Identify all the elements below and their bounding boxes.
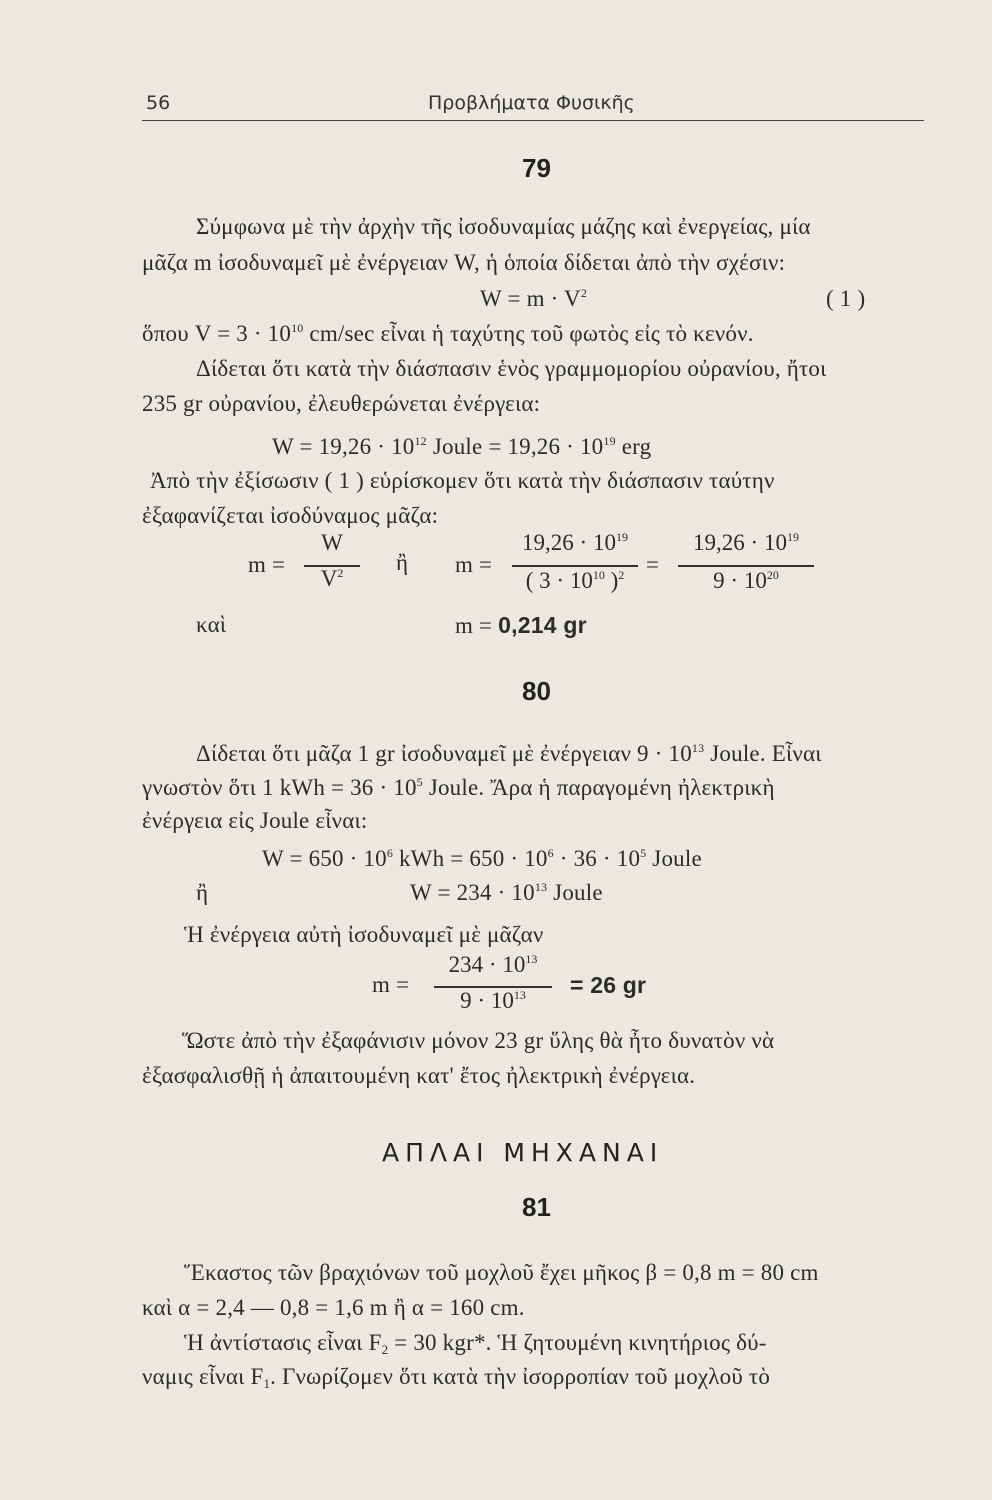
p79-equation-1: $W = m \cdot V^2$ xyxy=(480,286,588,311)
p79-eq3-or: ἢ xyxy=(396,550,409,575)
p79-eq3-num1: W xyxy=(321,530,343,555)
p80-equation-1: $W = 650 \cdot 10^6$ kWh = $650 \cdot 10^6 \cdot 36 \cdot 10^5$ Joule xyxy=(262,846,702,871)
problem-81-number: 81 xyxy=(522,1192,551,1222)
p80-equation-2: $W = 234 \cdot 10^{13}$ Joule xyxy=(410,880,603,905)
p79-equation-2: $W = 19,26 \cdot 10^{12}$ Joule = $19,26 \cdot 10^{19}$ erg xyxy=(272,434,652,459)
problem-79-number: 79 xyxy=(522,153,551,183)
p79-result: m = 0,214 gr xyxy=(455,612,587,638)
p81-line3: Ἡ ἀντίστασις εἶναι $F_2 = 30$ kgr*. Ἡ ζητουμένη κινητήριος δύ- xyxy=(184,1330,767,1357)
running-title: Προβλήματα Φυσικῆς xyxy=(428,92,635,114)
p81-line2: καὶ α = 2,4 — 0,8 = 1,6 m ἢ α = 160 cm. xyxy=(142,1295,525,1320)
p79-line2: μᾶζα m ἰσοδυναμεῖ μὲ ἐνέργειαν W, ἡ ὁποία δίδεται ἀπὸ τὴν σχέσιν: xyxy=(142,250,786,275)
p80-line3: ἐνέργεια εἰς Joule εἶναι: xyxy=(142,808,368,833)
header-rule xyxy=(142,120,924,121)
p79-eq3-den2: ( $3 \cdot 10^{10}$ )$^2$ xyxy=(525,568,625,593)
p79-and: καὶ xyxy=(196,612,227,637)
problem-80-number: 80 xyxy=(522,676,551,706)
p80-line2: γνωστὸν ὅτι 1 kWh = $36 \cdot 10^5$ Joule. Ἄρα ἡ παραγομένη ἠλεκτρικὴ xyxy=(142,775,775,800)
p79-line5: 235 gr οὐρανίου, ἐλευθερώνεται ἐνέργεια: xyxy=(142,391,541,416)
p80-line6: ἐξασφαλισθῇ ἡ ἀπαιτουμένη κατ' ἔτος ἠλεκτρικὴ ἐνέργεια. xyxy=(142,1063,696,1088)
p79-eq3-equals: = xyxy=(646,552,660,577)
p80-eq3-den: $9 \cdot 10^{13}$ xyxy=(460,988,526,1013)
p80-line5: Ὥστε ἀπὸ τὴν ἐξαφάνισιν μόνον 23 gr ὕλης θὰ ἦτο δυνατὸν νὰ xyxy=(182,1028,775,1053)
p79-line4: Δίδεται ὅτι κατὰ τὴν διάσπασιν ἑνὸς γραμμομορίου οὐρανίου, ἤτοι xyxy=(196,356,827,381)
p79-line6: Ἀπὸ τὴν ἐξίσωσιν ( 1 ) εὑρίσκομεν ὅτι κατὰ τὴν διάσπασιν ταύτην xyxy=(150,468,775,493)
section-title: ΑΠΛΑΙ ΜΗΧΑΝΑΙ xyxy=(382,1138,664,1167)
p80-eq3-m: m = xyxy=(372,972,410,997)
p79-eq3-bar2 xyxy=(512,565,638,567)
p79-eq3-den1: $V^2$ xyxy=(320,566,344,591)
page-number: 56 xyxy=(146,92,171,114)
p79-line3: ὅπου $V = 3 \cdot 10^{10}$ cm/sec εἶναι ἡ ταχύτης τοῦ φωτὸς εἰς τὸ κενόν. xyxy=(142,321,754,346)
p79-eq3-m2: m = xyxy=(455,552,493,577)
p79-eq3-num3: $19,26 \cdot 10^{19}$ xyxy=(693,530,799,555)
p80-or: ἢ xyxy=(196,880,209,905)
p81-line1: Ἕκαστος τῶν βραχιόνων τοῦ μοχλοῦ ἔχει μῆκος β = 0,8 m = 80 cm xyxy=(184,1260,819,1285)
p80-eq3-result: = 26 gr xyxy=(570,972,647,998)
p80-line4: Ἡ ἐνέργεια αὐτὴ ἰσοδυναμεῖ μὲ μᾶζαν xyxy=(184,922,544,947)
p81-line4: ναμις εἶναι $F_1$. Γνωρίζομεν ὅτι κατὰ τὴν ἰσορροπίαν τοῦ μοχλοῦ τὸ xyxy=(142,1364,771,1391)
p80-line1: Δίδεται ὅτι μᾶζα 1 gr ἰσοδυναμεῖ μὲ ἐνέργειαν $9 \cdot 10^{13}$ Joule. Εἶναι xyxy=(196,741,822,766)
p79-eq3-den3: $9 \cdot 10^{20}$ xyxy=(713,568,779,593)
p80-eq3-num: $234 \cdot 10^{13}$ xyxy=(448,952,538,977)
p79-equation-1-tag: ( 1 ) xyxy=(826,286,866,311)
p79-line7: ἐξαφανίζεται ἰσοδύναμος μᾶζα: xyxy=(142,503,439,528)
p79-line1: Σύμφωνα μὲ τὴν ἀρχὴν τῆς ἰσοδυναμίας μάζης καὶ ἐνεργείας, μία xyxy=(196,214,811,239)
p79-eq3-num2: $19,26 \cdot 10^{19}$ xyxy=(522,530,628,555)
p79-eq3-bar3 xyxy=(678,565,814,567)
p79-eq3-m1: m = xyxy=(248,552,286,577)
